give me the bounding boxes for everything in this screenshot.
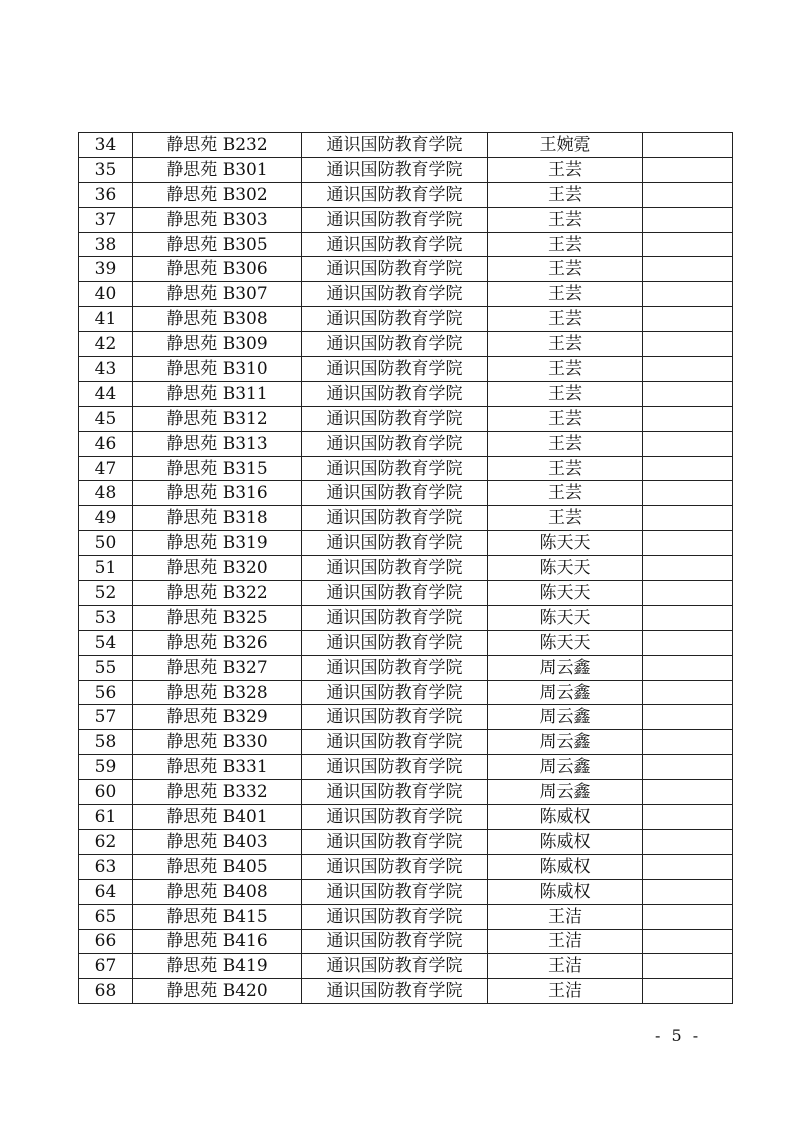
name-cell: 王芸 — [488, 406, 643, 431]
note-cell — [643, 879, 733, 904]
college-cell: 通识国防教育学院 — [302, 805, 488, 830]
name-cell: 陈天天 — [488, 581, 643, 606]
name-cell: 陈天天 — [488, 556, 643, 581]
room-cell: 静思苑 B326 — [133, 630, 302, 655]
table-row — [79, 705, 733, 730]
college-cell: 通识国防教育学院 — [302, 431, 488, 456]
table-row — [79, 581, 733, 606]
row-number-cell: 41 — [79, 307, 133, 332]
name-cell: 王婉霓 — [488, 133, 643, 158]
room-cell: 静思苑 B415 — [133, 904, 302, 929]
college-cell: 通识国防教育学院 — [302, 456, 488, 481]
room-cell: 静思苑 B419 — [133, 954, 302, 979]
table-row — [79, 605, 733, 630]
college-cell: 通识国防教育学院 — [302, 929, 488, 954]
room-cell: 静思苑 B312 — [133, 406, 302, 431]
row-number-cell: 37 — [79, 207, 133, 232]
table-row — [79, 755, 733, 780]
row-number-cell: 67 — [79, 954, 133, 979]
row-number-cell: 47 — [79, 456, 133, 481]
note-cell — [643, 133, 733, 158]
name-cell: 王芸 — [488, 207, 643, 232]
dormitory-table — [78, 132, 733, 1004]
name-cell: 周云鑫 — [488, 780, 643, 805]
note-cell — [643, 805, 733, 830]
table-row — [79, 282, 733, 307]
table-row — [79, 929, 733, 954]
name-cell: 王芸 — [488, 157, 643, 182]
table-row — [79, 257, 733, 282]
room-cell: 静思苑 B319 — [133, 531, 302, 556]
college-cell: 通识国防教育学院 — [302, 655, 488, 680]
row-number-cell: 56 — [79, 680, 133, 705]
table-row — [79, 182, 733, 207]
table-row — [79, 357, 733, 382]
row-number-cell: 62 — [79, 829, 133, 854]
table-row — [79, 406, 733, 431]
room-cell: 静思苑 B303 — [133, 207, 302, 232]
row-number-cell: 57 — [79, 705, 133, 730]
table-row — [79, 133, 733, 158]
note-cell — [643, 506, 733, 531]
row-number-cell: 58 — [79, 730, 133, 755]
name-cell: 周云鑫 — [488, 705, 643, 730]
name-cell: 王芸 — [488, 332, 643, 357]
room-cell: 静思苑 B420 — [133, 979, 302, 1004]
room-cell: 静思苑 B408 — [133, 879, 302, 904]
name-cell: 王芸 — [488, 381, 643, 406]
name-cell: 王芸 — [488, 232, 643, 257]
row-number-cell: 42 — [79, 332, 133, 357]
note-cell — [643, 904, 733, 929]
note-cell — [643, 854, 733, 879]
note-cell — [643, 406, 733, 431]
row-number-cell: 44 — [79, 381, 133, 406]
table-row — [79, 332, 733, 357]
college-cell: 通识国防教育学院 — [302, 157, 488, 182]
room-cell: 静思苑 B307 — [133, 282, 302, 307]
note-cell — [643, 954, 733, 979]
college-cell: 通识国防教育学院 — [302, 257, 488, 282]
note-cell — [643, 680, 733, 705]
college-cell: 通识国防教育学院 — [302, 879, 488, 904]
note-cell — [643, 307, 733, 332]
table-row — [79, 655, 733, 680]
row-number-cell: 52 — [79, 581, 133, 606]
row-number-cell: 45 — [79, 406, 133, 431]
note-cell — [643, 381, 733, 406]
table-row — [79, 506, 733, 531]
college-cell: 通识国防教育学院 — [302, 854, 488, 879]
table-row — [79, 556, 733, 581]
table-body — [79, 133, 733, 1004]
table-row — [79, 381, 733, 406]
room-cell: 静思苑 B320 — [133, 556, 302, 581]
name-cell: 王洁 — [488, 904, 643, 929]
table-row — [79, 730, 733, 755]
row-number-cell: 43 — [79, 357, 133, 382]
room-cell: 静思苑 B416 — [133, 929, 302, 954]
note-cell — [643, 157, 733, 182]
college-cell: 通识国防教育学院 — [302, 556, 488, 581]
college-cell: 通识国防教育学院 — [302, 630, 488, 655]
name-cell: 陈天天 — [488, 605, 643, 630]
table-row — [79, 431, 733, 456]
note-cell — [643, 780, 733, 805]
name-cell: 王芸 — [488, 357, 643, 382]
room-cell: 静思苑 B315 — [133, 456, 302, 481]
room-cell: 静思苑 B316 — [133, 481, 302, 506]
college-cell: 通识国防教育学院 — [302, 133, 488, 158]
college-cell: 通识国防教育学院 — [302, 755, 488, 780]
room-cell: 静思苑 B305 — [133, 232, 302, 257]
table-row — [79, 456, 733, 481]
row-number-cell: 61 — [79, 805, 133, 830]
room-cell: 静思苑 B322 — [133, 581, 302, 606]
row-number-cell: 54 — [79, 630, 133, 655]
name-cell: 周云鑫 — [488, 755, 643, 780]
name-cell: 陈天天 — [488, 630, 643, 655]
note-cell — [643, 531, 733, 556]
room-cell: 静思苑 B302 — [133, 182, 302, 207]
name-cell: 王芸 — [488, 506, 643, 531]
college-cell: 通识国防教育学院 — [302, 730, 488, 755]
college-cell: 通识国防教育学院 — [302, 829, 488, 854]
room-cell: 静思苑 B405 — [133, 854, 302, 879]
row-number-cell: 46 — [79, 431, 133, 456]
table-row — [79, 954, 733, 979]
college-cell: 通识国防教育学院 — [302, 954, 488, 979]
room-cell: 静思苑 B232 — [133, 133, 302, 158]
note-cell — [643, 730, 733, 755]
note-cell — [643, 979, 733, 1004]
note-cell — [643, 332, 733, 357]
room-cell: 静思苑 B329 — [133, 705, 302, 730]
row-number-cell: 68 — [79, 979, 133, 1004]
table-row — [79, 680, 733, 705]
name-cell: 王芸 — [488, 431, 643, 456]
row-number-cell: 35 — [79, 157, 133, 182]
name-cell: 王洁 — [488, 954, 643, 979]
room-cell: 静思苑 B318 — [133, 506, 302, 531]
college-cell: 通识国防教育学院 — [302, 780, 488, 805]
name-cell: 王芸 — [488, 456, 643, 481]
name-cell: 王洁 — [488, 929, 643, 954]
room-cell: 静思苑 B311 — [133, 381, 302, 406]
college-cell: 通识国防教育学院 — [302, 357, 488, 382]
table-row — [79, 307, 733, 332]
note-cell — [643, 182, 733, 207]
row-number-cell: 60 — [79, 780, 133, 805]
room-cell: 静思苑 B403 — [133, 829, 302, 854]
room-cell: 静思苑 B327 — [133, 655, 302, 680]
table-row — [79, 805, 733, 830]
row-number-cell: 66 — [79, 929, 133, 954]
row-number-cell: 39 — [79, 257, 133, 282]
note-cell — [643, 282, 733, 307]
room-cell: 静思苑 B401 — [133, 805, 302, 830]
table-row — [79, 630, 733, 655]
room-cell: 静思苑 B306 — [133, 257, 302, 282]
name-cell: 王芸 — [488, 257, 643, 282]
row-number-cell: 50 — [79, 531, 133, 556]
row-number-cell: 49 — [79, 506, 133, 531]
name-cell: 王洁 — [488, 979, 643, 1004]
note-cell — [643, 655, 733, 680]
college-cell: 通识国防教育学院 — [302, 605, 488, 630]
note-cell — [643, 232, 733, 257]
room-cell: 静思苑 B331 — [133, 755, 302, 780]
name-cell: 王芸 — [488, 282, 643, 307]
note-cell — [643, 431, 733, 456]
note-cell — [643, 605, 733, 630]
row-number-cell: 65 — [79, 904, 133, 929]
college-cell: 通识国防教育学院 — [302, 979, 488, 1004]
note-cell — [643, 556, 733, 581]
college-cell: 通识国防教育学院 — [302, 232, 488, 257]
college-cell: 通识国防教育学院 — [302, 581, 488, 606]
name-cell: 周云鑫 — [488, 730, 643, 755]
college-cell: 通识国防教育学院 — [302, 381, 488, 406]
name-cell: 王芸 — [488, 307, 643, 332]
room-cell: 静思苑 B313 — [133, 431, 302, 456]
row-number-cell: 48 — [79, 481, 133, 506]
college-cell: 通识国防教育学院 — [302, 307, 488, 332]
room-cell: 静思苑 B328 — [133, 680, 302, 705]
name-cell: 陈天天 — [488, 531, 643, 556]
room-cell: 静思苑 B309 — [133, 332, 302, 357]
note-cell — [643, 829, 733, 854]
note-cell — [643, 705, 733, 730]
room-cell: 静思苑 B301 — [133, 157, 302, 182]
college-cell: 通识国防教育学院 — [302, 506, 488, 531]
table-row — [79, 481, 733, 506]
row-number-cell: 40 — [79, 282, 133, 307]
note-cell — [643, 630, 733, 655]
table-row — [79, 854, 733, 879]
name-cell: 周云鑫 — [488, 680, 643, 705]
table-row — [79, 780, 733, 805]
room-cell: 静思苑 B310 — [133, 357, 302, 382]
table-row — [79, 879, 733, 904]
college-cell: 通识国防教育学院 — [302, 406, 488, 431]
room-cell: 静思苑 B308 — [133, 307, 302, 332]
name-cell: 王芸 — [488, 481, 643, 506]
name-cell: 王芸 — [488, 182, 643, 207]
row-number-cell: 51 — [79, 556, 133, 581]
name-cell: 陈威权 — [488, 879, 643, 904]
row-number-cell: 34 — [79, 133, 133, 158]
row-number-cell: 64 — [79, 879, 133, 904]
row-number-cell: 38 — [79, 232, 133, 257]
table-row — [79, 207, 733, 232]
name-cell: 陈威权 — [488, 829, 643, 854]
college-cell: 通识国防教育学院 — [302, 207, 488, 232]
college-cell: 通识国防教育学院 — [302, 705, 488, 730]
table-row — [79, 157, 733, 182]
table-row — [79, 979, 733, 1004]
college-cell: 通识国防教育学院 — [302, 182, 488, 207]
note-cell — [643, 456, 733, 481]
note-cell — [643, 207, 733, 232]
table-row — [79, 232, 733, 257]
name-cell: 陈威权 — [488, 805, 643, 830]
note-cell — [643, 581, 733, 606]
row-number-cell: 53 — [79, 605, 133, 630]
name-cell: 陈威权 — [488, 854, 643, 879]
note-cell — [643, 481, 733, 506]
college-cell: 通识国防教育学院 — [302, 904, 488, 929]
room-cell: 静思苑 B325 — [133, 605, 302, 630]
college-cell: 通识国防教育学院 — [302, 531, 488, 556]
row-number-cell: 55 — [79, 655, 133, 680]
note-cell — [643, 929, 733, 954]
table-row — [79, 904, 733, 929]
room-cell: 静思苑 B330 — [133, 730, 302, 755]
note-cell — [643, 357, 733, 382]
table-row — [79, 531, 733, 556]
note-cell — [643, 755, 733, 780]
row-number-cell: 59 — [79, 755, 133, 780]
college-cell: 通识国防教育学院 — [302, 481, 488, 506]
college-cell: 通识国防教育学院 — [302, 680, 488, 705]
row-number-cell: 63 — [79, 854, 133, 879]
name-cell: 周云鑫 — [488, 655, 643, 680]
row-number-cell: 36 — [79, 182, 133, 207]
table-row — [79, 829, 733, 854]
college-cell: 通识国防教育学院 — [302, 332, 488, 357]
room-cell: 静思苑 B332 — [133, 780, 302, 805]
college-cell: 通识国防教育学院 — [302, 282, 488, 307]
page-number: - 5 - — [655, 1026, 702, 1045]
note-cell — [643, 257, 733, 282]
